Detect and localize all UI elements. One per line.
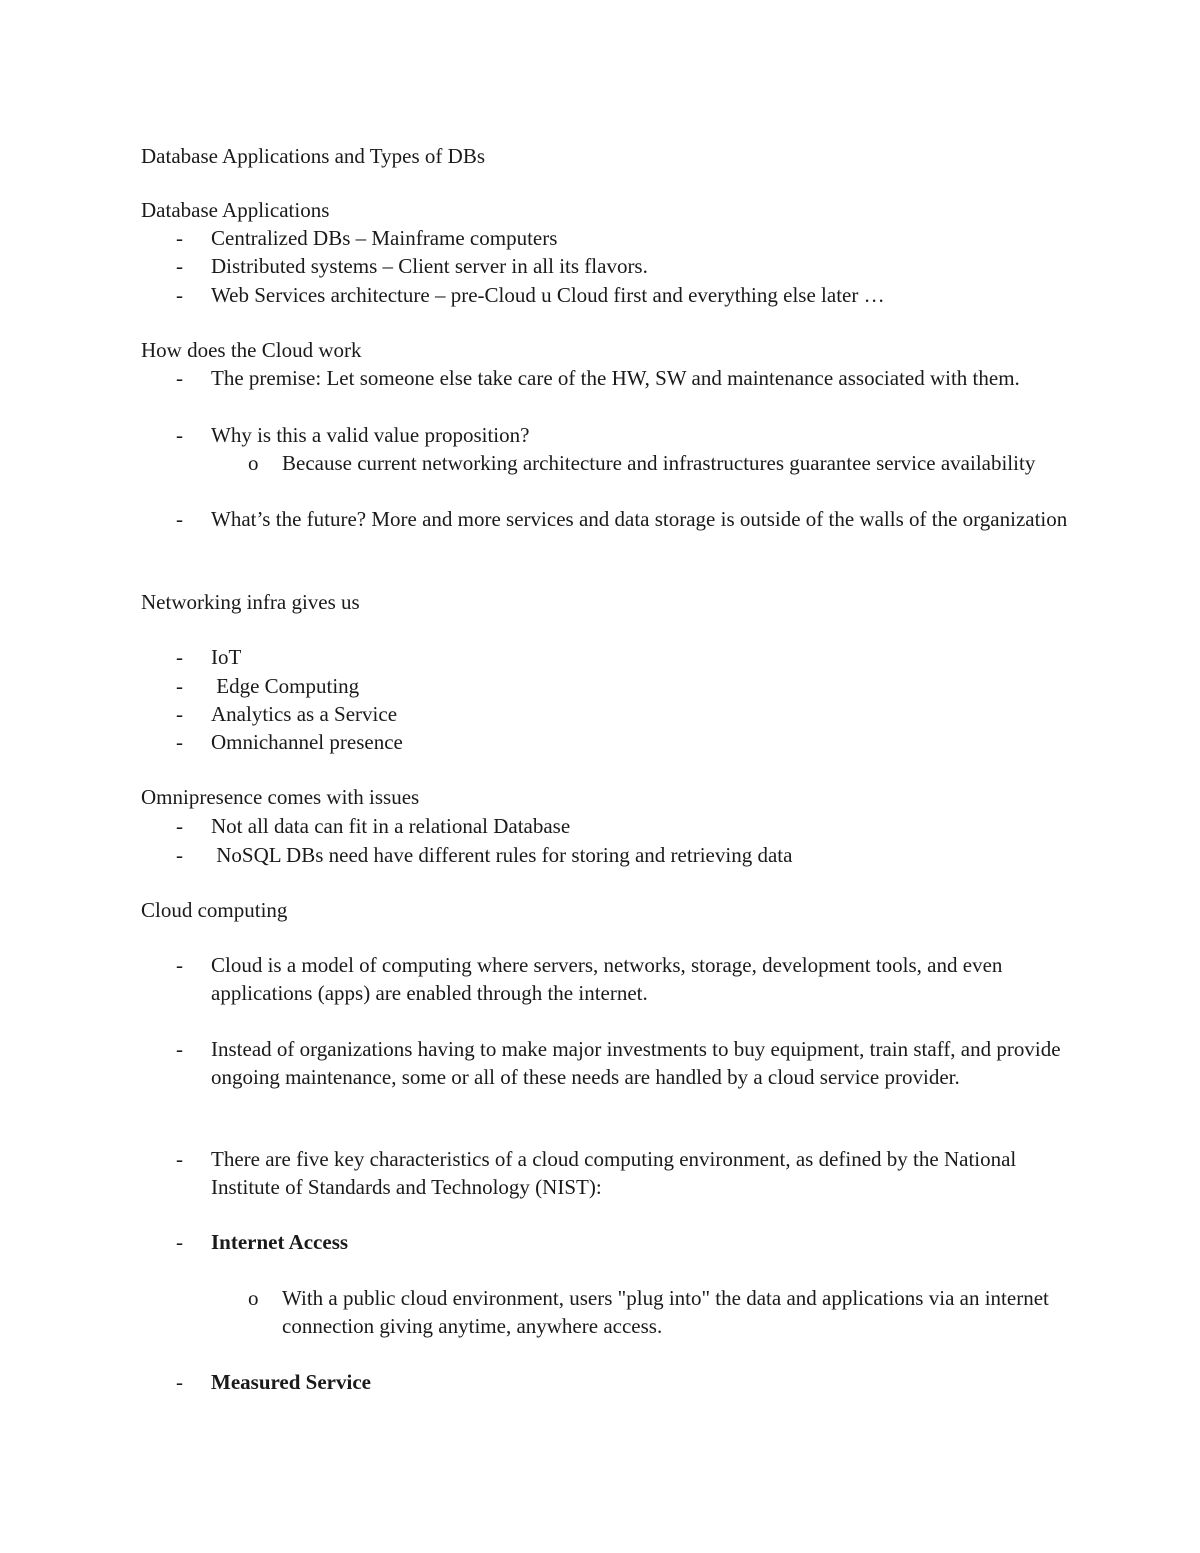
list-item-text: Cloud is a model of computing where servers, networks, storage, development tools, and even applications (apps) are enabled through the internet. [211, 953, 1003, 1005]
circle-bullet: o [248, 451, 259, 475]
list-item-text: IoT [211, 645, 242, 669]
list-item-text: There are five key characteristics of a cloud computing environment, as defined by the National Institute of Standards and Technology (NIST): [211, 1147, 1017, 1199]
dash-bullet: - [176, 254, 183, 278]
dash-bullet: - [176, 1147, 183, 1171]
list-item-text: Analytics as a Service [211, 702, 398, 726]
dash-bullet: - [176, 843, 183, 867]
dash-bullet: - [176, 814, 183, 838]
list-item-text: Web Services architecture – pre-Cloud u Cloud first and everything else later … [211, 283, 885, 307]
circle-bullet: o [248, 1286, 259, 1310]
dash-bullet: - [176, 730, 183, 754]
list-item-text: What’s the future? More and more services and data storage is outside of the walls of the organization [211, 507, 1068, 531]
sub-list-item-text: With a public cloud environment, users "plug into" the data and applications via an internet connection giving anytime, anywhere access. [282, 1286, 1049, 1338]
section-heading-networking: Networking infra gives us [141, 590, 360, 614]
dash-bullet: - [176, 1230, 183, 1254]
list-item-text: Centralized DBs – Mainframe computers [211, 226, 558, 250]
dash-bullet: - [176, 423, 183, 447]
list-item-text: NoSQL DBs need have different rules for storing and retrieving data [211, 843, 793, 867]
document-title: Database Applications and Types of DBs [141, 144, 485, 168]
section-heading-omnipresence: Omnipresence comes with issues [141, 785, 420, 809]
list-item-text: Omnichannel presence [211, 730, 403, 754]
list-item-text: Measured Service [211, 1370, 371, 1394]
dash-bullet: - [176, 366, 183, 390]
section-heading-cloud-computing: Cloud computing [141, 898, 288, 922]
list-item-text: Edge Computing [211, 674, 360, 698]
dash-bullet: - [176, 674, 183, 698]
dash-bullet: - [176, 1037, 183, 1061]
section-heading-database-applications: Database Applications [141, 198, 330, 222]
list-item-text: Not all data can fit in a relational Database [211, 814, 571, 838]
list-item-text: Why is this a valid value proposition? [211, 423, 530, 447]
dash-bullet: - [176, 953, 183, 977]
dash-bullet: - [176, 1370, 183, 1394]
dash-bullet: - [176, 702, 183, 726]
sub-list-item-text: Because current networking architecture and infrastructures guarantee service availability [282, 451, 1036, 475]
dash-bullet: - [176, 283, 183, 307]
dash-bullet: - [176, 507, 183, 531]
dash-bullet: - [176, 226, 183, 250]
section-heading-cloud-work: How does the Cloud work [141, 338, 362, 362]
list-item-text: The premise: Let someone else take care of the HW, SW and maintenance associated with them. [211, 366, 1020, 390]
list-item-text: Distributed systems – Client server in all its flavors. [211, 254, 648, 278]
list-item-text: Internet Access [211, 1230, 349, 1254]
list-item-text: Instead of organizations having to make major investments to buy equipment, train staff, and provide ongoing maintenance, some or all of these needs are handled by a cloud service provider. [211, 1037, 1061, 1089]
dash-bullet: - [176, 645, 183, 669]
